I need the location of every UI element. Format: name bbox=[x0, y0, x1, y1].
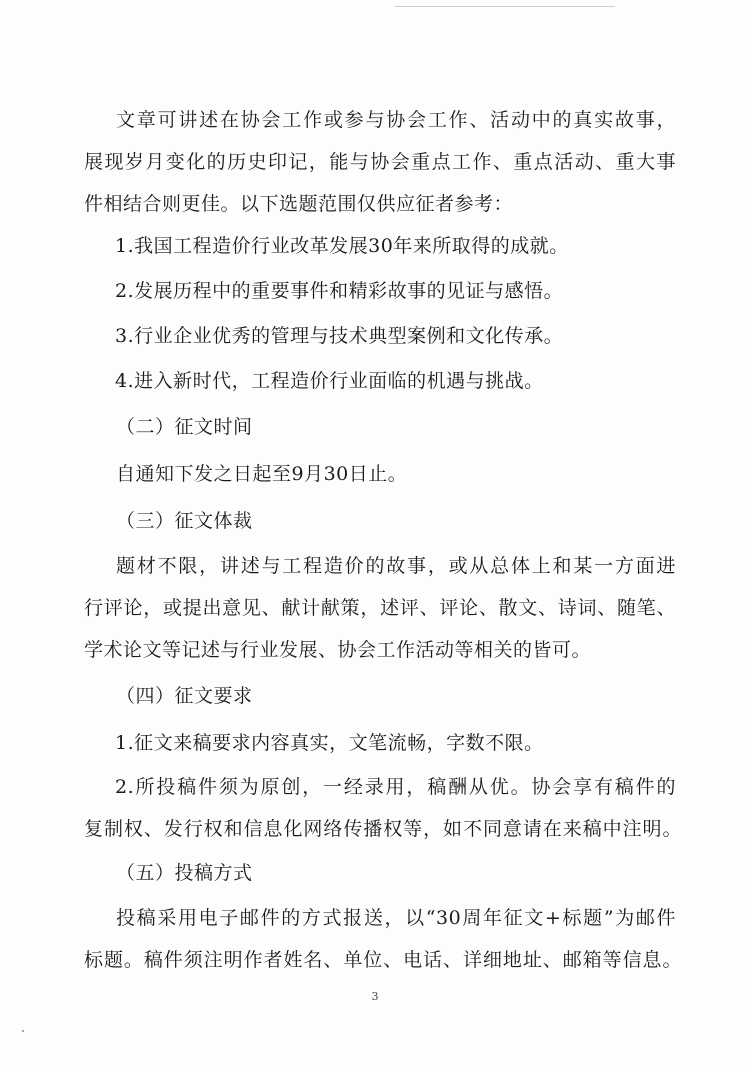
list-item: 2.发展历程中的重要事件和精彩故事的见证与感悟。 bbox=[115, 280, 564, 302]
list-item: 4.进入新时代，工程造价行业面临的机遇与挑战。 bbox=[115, 370, 544, 392]
paragraph-line: 展现岁月变化的历史印记，能与协会重点工作、重点活动、重大事 bbox=[84, 151, 676, 173]
paragraph-line: 行评论，或提出意见、献计献策，述评、评论、散文、诗词、随笔、 bbox=[84, 597, 676, 619]
scan-speck bbox=[22, 1030, 24, 1032]
paragraph-line: 复制权、发行权和信息化网络传播权等，如不同意请在来稿中注明。 bbox=[84, 818, 682, 840]
section-heading: （三）征文体裁 bbox=[116, 510, 253, 532]
page-number: 3 bbox=[371, 990, 379, 1003]
list-item: 2.所投稿件须为原创，一经录用，稿酬从优。协会享有稿件的 bbox=[115, 776, 676, 798]
section-heading: （五）投稿方式 bbox=[116, 862, 253, 884]
paragraph-line: 文章可讲述在协会工作或参与协会工作、活动中的真实故事， bbox=[116, 109, 676, 131]
paragraph-line: 自通知下发之日起至9月30日止。 bbox=[116, 463, 408, 485]
section-heading: （二）征文时间 bbox=[116, 416, 253, 438]
list-item: 1.征文来稿要求内容真实，文笔流畅，字数不限。 bbox=[115, 732, 544, 754]
paragraph-line: 标题。稿件须注明作者姓名、单位、电话、详细地址、邮箱等信息。 bbox=[84, 949, 682, 971]
top-scan-rule bbox=[395, 6, 615, 7]
list-item: 3.行业企业优秀的管理与技术典型案例和文化传承。 bbox=[115, 325, 564, 347]
list-item: 1.我国工程造价行业改革发展30年来所取得的成就。 bbox=[115, 235, 569, 257]
paragraph-line: 题材不限，讲述与工程造价的故事，或从总体上和某一方面进 bbox=[116, 555, 676, 577]
section-heading: （四）征文要求 bbox=[116, 685, 253, 707]
paragraph-line: 投稿采用电子邮件的方式报送，以“30周年征文+标题”为邮件 bbox=[116, 907, 676, 929]
paragraph-line: 学术论文等记述与行业发展、协会工作活动等相关的皆可。 bbox=[84, 639, 592, 661]
paragraph-line: 件相结合则更佳。以下选题范围仅供应征者参考： bbox=[84, 193, 514, 215]
